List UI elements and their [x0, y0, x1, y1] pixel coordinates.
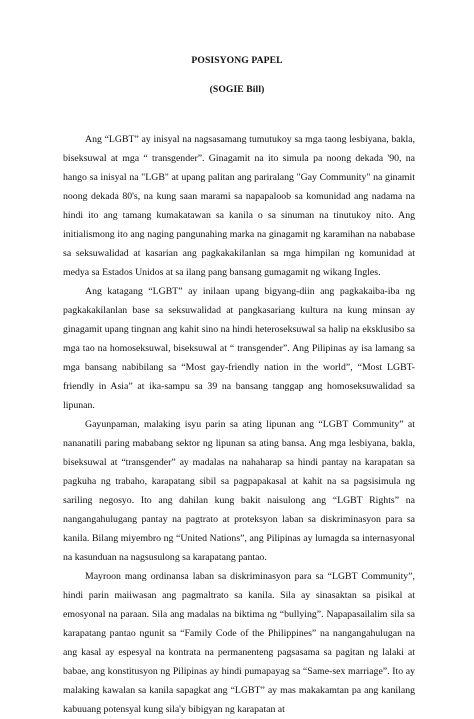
document-subtitle: (SOGIE Bill) — [209, 84, 265, 95]
document-title: POSISYONG PAPEL — [191, 55, 283, 66]
paragraph: Mayroon mang ordinansa laban sa diskriminasyon para sa “LGBT Community”, hindi parin maiiwasan ang pagmaltrato sa kanila. Sila ay sinasaktan sa pisikal at emosyonal na paraan. Sila ang madalas na biktima ng “bullying”. Napapasailalim sila sa karapatang pantao ngunit sa “Family Code of the Philippines” na nangangahulugan na ang kasal ay espesyal na kontrata na permanenteng pagsasama sa pagitan ng lalaki at babae, ang konstitusyon ng Pilipinas ay hindi pumapayag sa “Same-sex marriage”. Ito ay malaking kawalan sa kanila sapagkat ang “LGBT” ay mas makakamtan pa ang kanilang kabuuang potensyal kung sila'y bibigyan ng karapatan at — [63, 571, 415, 715]
paragraph: Gayunpaman, malaking isyu parin sa ating lipunan ang “LGBT Community” at nananatili paring mababang sektor ng lipunan sa ating bansa. Ang mga lesbiyana, bakla, biseksuwal at “transgender” ay madalas na nahaharap sa hindi pantay na karapatan sa pagkuha ng trabaho, karapatang sibil sa pagpapakasal at kahit na sa pagsisimula ng sariling negosyo. Ito ang dahilan kung bakit naisulong ang “LGBT Rights” na nangangahulugang pantay na pagtrato at proteksyon laban sa diskriminasyon para sa kanila. Bilang miyembro ng “United Nations”, ang Pilipinas ay lumagda sa internasyonal na kasunduan na nagsusulong sa karapatang pantao. — [63, 419, 415, 563]
paragraph: Ang katagang “LGBT” ay inilaan upang bigyang-diin ang pagkakaiba-iba ng pagkakakilanlan base sa seksuwalidad at pangkasariang kultura na kung minsan ay ginagamit upang tingnan ang kahit sino na hindi heteroseksuwal sa halip na eksklusibo sa mga tao na homoseksuwal, biseksuwal at “ transgender”. Ang Pilipinas ay isa lamang sa mga bansang nabibilang sa “Most gay-friendly nation in the world”, “Most LGBT-friendly in Asia” at ika-sampu sa 39 na bansang tanggap ang homoseksuwalidad sa lipunan. — [63, 286, 415, 411]
document-body — [63, 130, 415, 719]
paragraph: Ang “LGBT” ay inisyal na nagsasamang tumutukoy sa mga taong lesbiyana, bakla, biseksuwal at mga “ transgender”. Ginagamit na ito simula pa noong dekada '90, na hango sa inisyal na "LGB" at upang palitan ang pariralang "Gay Community" na ginamit noong dekada 80's, na kung saan marami sa napapaloob sa komunidad ang nadama na hindi ito ang tamang kumakatawan sa kanila o sa sinuman na tinutukoy nito. Ang initialismong ito ang naging pangunahing marka na ginagamit ng karamihan na nababase sa seksuwalidad at kasarian ang pagkakakilanlan sa mga himpilan ng komunidad at medya sa Estados Unidos at sa ilang pang bansang gumagamit ng wikang Ingles. — [63, 134, 415, 278]
